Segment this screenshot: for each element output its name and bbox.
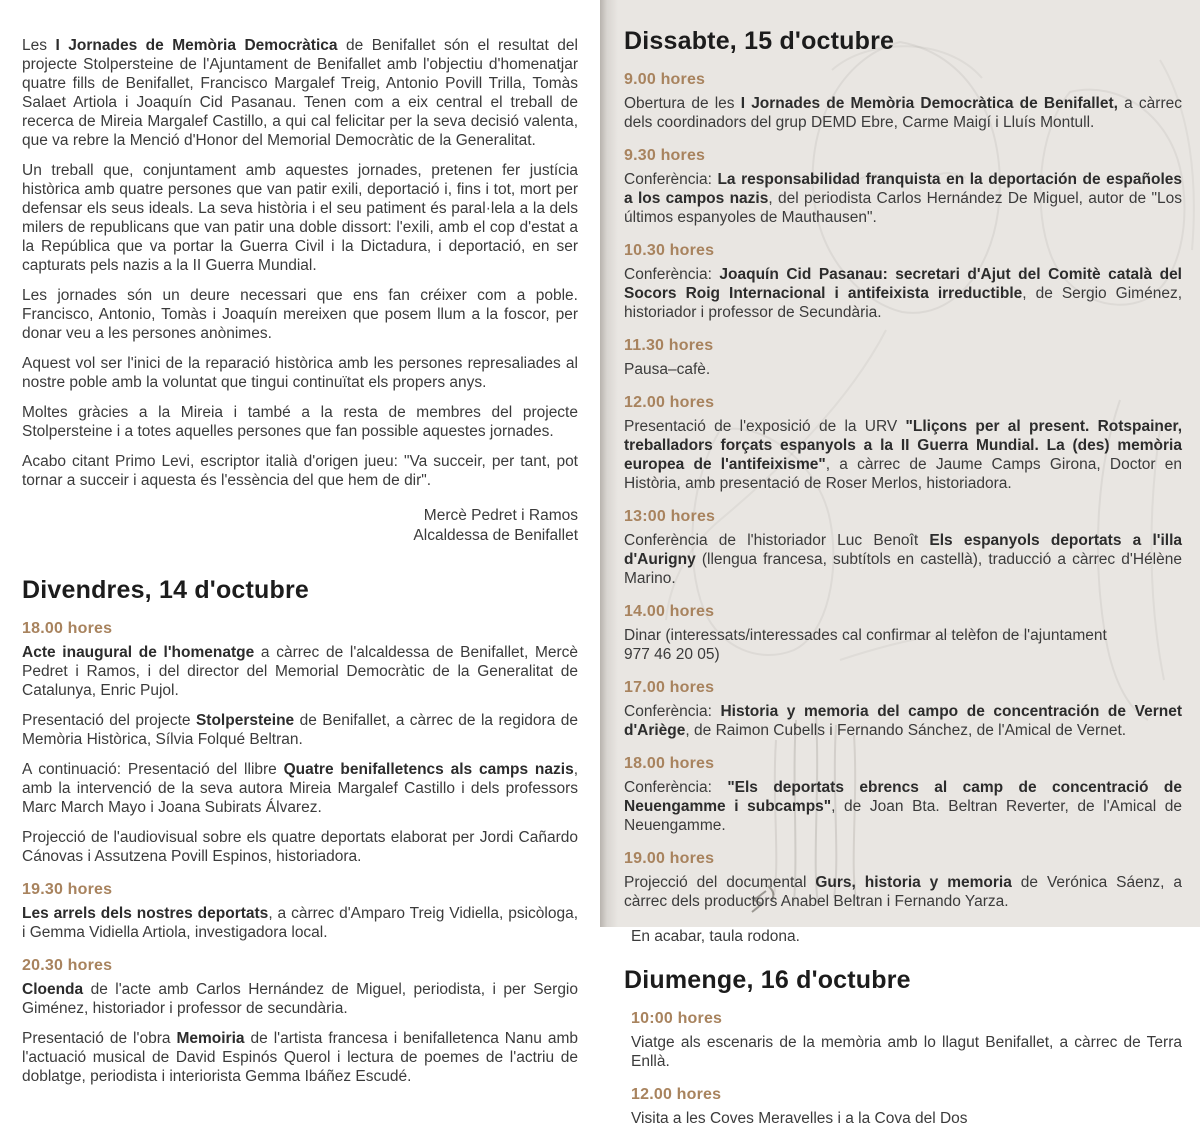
- sunday-heading: Diumenge, 16 d'octubre: [624, 966, 911, 994]
- event-time: 11.30 hores: [624, 337, 714, 354]
- left-page: [0, 0, 600, 1085]
- event-time: 13:00 hores: [624, 508, 716, 525]
- event-description: Dinar (interessats/interessades cal confirmar al telèfon de l'ajuntament 977 46 20 05): [624, 627, 1107, 663]
- event-time: 9.30 hores: [624, 147, 706, 164]
- event-time: 20.30 hores: [22, 957, 113, 974]
- saturday-schedule: [624, 71, 1182, 911]
- event-time: 10:00 hores: [631, 1010, 723, 1027]
- event-time: 10.30 hores: [624, 242, 715, 259]
- event-description: Presentació de l'exposició de la URV "Lliçons per al present. Rotspainer, treballadors forçats espanyols a la II Guerra Mundial. La (des) memòria europea de l'antifeixisme", a càrrec de Jaume Camps Girona, Doctor en Història, amb presentació de Roser Merlos, historiadora.: [624, 418, 1182, 492]
- event-description: Conferència: La responsabilidad franquista en la deportación de españoles a los campos nazis, del periodista Carlos Hernández De Miguel, autor de "Los últimos espanyoles de Mauthausen".: [624, 171, 1182, 226]
- right-page: [600, 0, 1200, 1127]
- event-description: Projecció de l'audiovisual sobre els quatre deportats elaborat per Jordi Cañardo Cánovas i Assutzena Povill Espinos, historiadora.: [22, 829, 578, 865]
- event-description: Presentació de l'obra Memoiria de l'artista francesa i benifalletenca Nanu amb l'actuació musical de David Espinós Querol i lectura de poemes de l'actriu de doblatge, periodista i interiorista Gemma Ibáñez Escudé.: [22, 1030, 578, 1085]
- event-time: 14.00 hores: [624, 603, 715, 620]
- event-description: A continuació: Presentació del llibre Quatre benifalletencs als camps nazis, amb la intervenció de la seva autora Mireia Margalef Castillo i dels professors Marc March Mayo i Joana Subirats Álvarez.: [22, 761, 578, 816]
- event-description: Pausa–cafè.: [624, 361, 711, 378]
- saturday-heading: Dissabte, 15 d'octubre: [624, 27, 895, 55]
- intro-paragraph: Moltes gràcies a la Mireia i també a la resta de membres del projecte Stolpersteine i a totes aquelles persones que fan possible aquestes jornades.: [22, 404, 578, 440]
- intro-paragraph: Acabo citant Primo Levi, escriptor italià d'origen jueu: "Va succeir, per tant, pot tornar a succeir i aquesta és l'essència del que hem de dir".: [22, 453, 578, 489]
- closing-note: En acabar, taula rodona.: [631, 928, 800, 945]
- friday-heading: Divendres, 14 d'octubre: [22, 576, 310, 604]
- event-description: Conferència de l'historiador Luc Benoît Els espanyols deportats a l'illa d'Aurigny (llengua francesa, subtítols en castellà), traducció a càrrec d'Hélène Marino.: [624, 532, 1182, 587]
- event-time: 12.00 hores: [624, 394, 715, 411]
- event-time: 17.00 hores: [624, 679, 715, 696]
- event-description: Projecció del documental Gurs, historia y memoria de Verónica Sáenz, a càrrec dels productors Anabel Beltran i Fernando Yarza.: [624, 874, 1182, 910]
- event-time: 18.00 hores: [22, 620, 113, 637]
- event-time: 12.00 hores: [631, 1086, 722, 1103]
- event-time: 18.00 hores: [624, 755, 715, 772]
- event-description: Visita a les Coves Meravelles i a la Cova del Dos: [631, 1110, 968, 1127]
- event-description: Acte inaugural de l'homenatge a càrrec de l'alcaldessa de Benifallet, Mercè Pedret i Ramos, i del director del Memorial Democràtic de la Generalitat de Catalunya, Enric Pujol.: [22, 644, 579, 699]
- event-description: Conferència: Historia y memoria del campo de concentración de Vernet d'Ariège, de Raimon Cubells i Fernando Sánchez, de l'Amical de Vernet.: [624, 703, 1182, 739]
- event-description: Obertura de les I Jornades de Memòria Democràtica de Benifallet, a càrrec dels coordinadors del grup DEMD Ebre, Carme Maigí i Lluís Montull.: [624, 95, 1182, 131]
- friday-schedule: [22, 620, 578, 1086]
- event-time: 9.00 hores: [624, 71, 706, 88]
- event-description: Viatge als escenaris de la memòria amb lo llagut Benifallet, a càrrec de Terra Enllà.: [631, 1034, 1182, 1070]
- intro-paragraph: Les I Jornades de Memòria Democràtica de Benifallet són el resultat del projecte Stolpersteine de l'Ajuntament de Benifallet amb l'objectiu d'homenatjar quatre fills de Benifallet, Francisco Margalef Treig, Antonio Povill Trilla, Tomàs Salaet Artiola i Joaquín Cid Pasanau. Tenen com a eix central el treball de recerca de Mireia Margalef Castillo, a qui cal felicitar per la seva decisió valenta, que va rebre la Menció d'Honor del Memorial Democràtic de la Generalitat.: [22, 37, 578, 149]
- event-description: Les arrels dels nostres deportats, a càrrec d'Amparo Treig Vidiella, psicòloga, i Gemma Vidiella Artiola, investigadora local.: [22, 905, 579, 941]
- signature-title: Alcaldessa de Benifallet: [413, 527, 578, 544]
- intro-paragraph: Les jornades són un deure necessari que ens fan créixer com a poble. Francisco, Antonio, Tomàs i Joaquín mereixen que posem llum a la foscor, per donar veu a les persones anònimes.: [22, 287, 578, 342]
- event-description: Presentació del projecte Stolpersteine de Benifallet, a càrrec de la regidora de Memòria Històrica, Sílvia Folqué Beltran.: [22, 712, 578, 748]
- event-description: Cloenda de l'acte amb Carlos Hernández de Miguel, periodista, i per Sergio Giménez, historiador i professor de secundària.: [22, 981, 578, 1017]
- event-description: Conferència: Joaquín Cid Pasanau: secretari d'Ajut del Comitè català del Socors Roig Internacional i antifeixista irreductible, de Sergio Giménez, historiador i professor de Secundària.: [624, 266, 1182, 321]
- intro-paragraph: Aquest vol ser l'inici de la reparació històrica amb les persones represaliades al nostre poble amb la voluntat que tingui continuïtat els propers anys.: [22, 355, 578, 391]
- intro-section: [22, 36, 578, 490]
- event-time: 19.30 hores: [22, 881, 113, 898]
- intro-paragraph: Un treball que, conjuntament amb aquestes jornades, pretenen fer justícia històrica amb quatre persones que van patir exili, deportació i, fins i tot, mort per defensar els seus ideals. La seva història i el seu patiment és paral·lela a la dels milers de republicans que van patir una doble dissort: l'exili, amb el cop d'estat a la República que va portar la Guerra Civil i la Dictadura, i deportació, en ser capturats pels nazis a la II Guerra Mundial.: [22, 162, 578, 274]
- signature-block: [22, 506, 578, 546]
- signature-name: Mercè Pedret i Ramos: [423, 507, 578, 524]
- event-time: 19.00 hores: [624, 850, 715, 867]
- event-description: Conferència: "Els deportats ebrencs al camp de concentració de Neuengamme i subcamps", de Joan Bta. Beltran Reverter, de l'Amical de Neuengamme.: [624, 779, 1182, 834]
- sunday-schedule: [624, 1010, 1182, 1128]
